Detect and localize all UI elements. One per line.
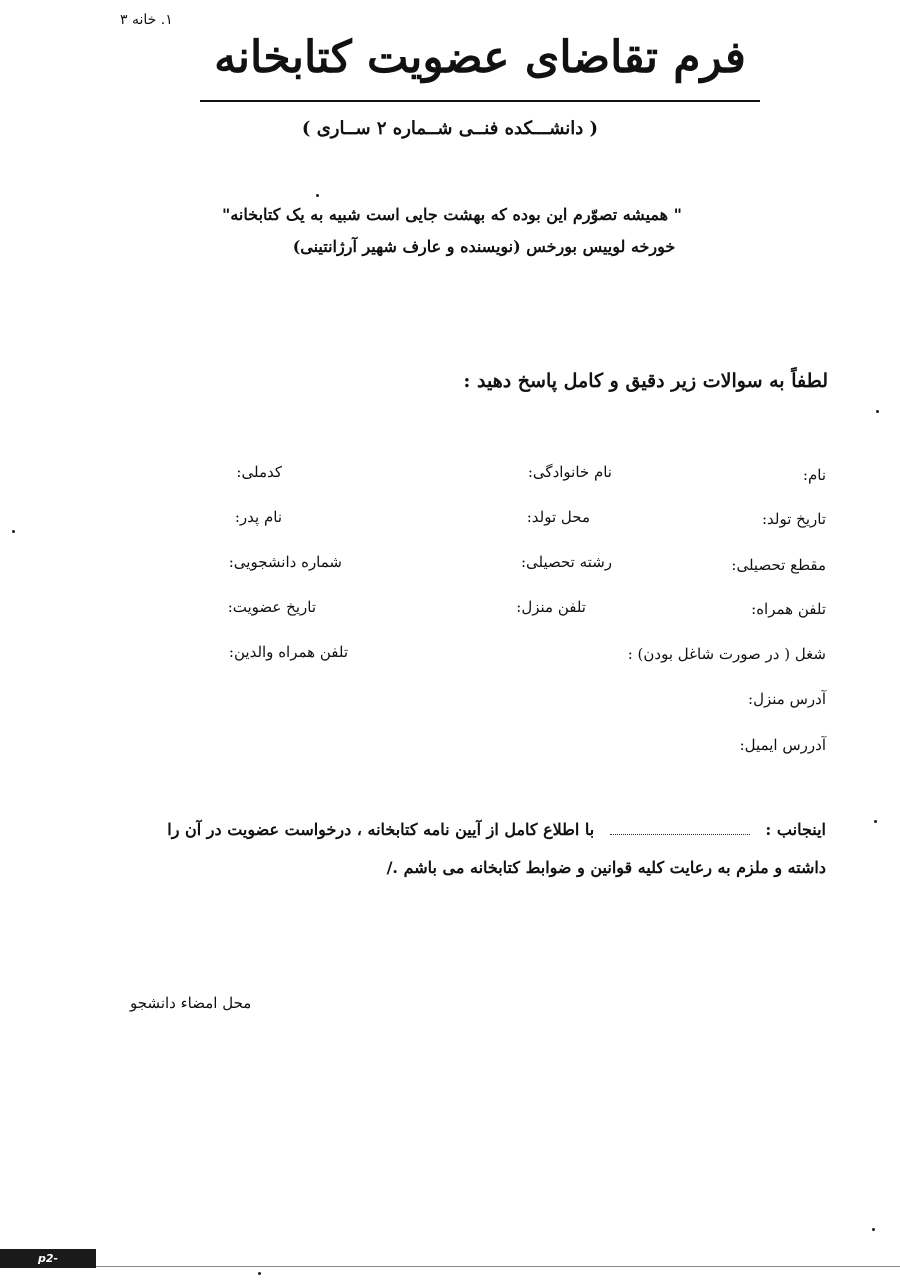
signature-label: محل امضاء دانشجو [130, 994, 252, 1012]
scan-speck [258, 1272, 261, 1275]
form-title-banner [196, 26, 764, 98]
family-name-field-label: نام خانوادگی: [527, 463, 612, 481]
home-phone-field-label: تلفن منزل: [516, 598, 586, 616]
student-number-field-label: شماره دانشجویی: [228, 553, 342, 571]
degree-field-label: مقطع تحصیلی: [731, 556, 826, 574]
name-fill-in-dots [610, 833, 750, 835]
membership-date-field-label: تاریخ عضویت: [227, 598, 316, 616]
quote-text: " همیشه تصوّرم این بوده که بهشت جایی است شبیه به یک کتابخانه" [222, 205, 682, 224]
scan-speck [316, 194, 319, 197]
scan-speck [12, 530, 15, 533]
scan-speck [872, 1228, 875, 1231]
home-address-field-label: آدرس منزل: [748, 690, 826, 708]
form-subtitle: ( دانشـــکده فنــی شــماره ۲ ســاری ) [301, 118, 599, 139]
declaration-line-2: داشته و ملزم به رعایت کلیه قوانین و ضوابط کتابخانه می باشم ./ [386, 858, 826, 877]
birth-date-field-label: تاریخ تولد: [761, 510, 826, 528]
job-field-label: شغل ( در صورت شاغل بودن) : [627, 645, 826, 663]
title-underline [200, 100, 760, 102]
form-title: فرم تقاضای عضویت کتابخانه [214, 32, 746, 83]
handwritten-note: ۱. خانه ۳ [120, 12, 173, 28]
national-code-field-label: کدملی: [236, 463, 282, 481]
quote-author: خورخه لوییس بورخس (نویسنده و عارف شهیر آرژانتینی) [292, 237, 676, 256]
footer-divider [96, 1266, 900, 1267]
footer-url-badge: p2-sari.tvu.ac.ir [0, 1249, 96, 1268]
email-address-field-label: آدررس ایمیل: [739, 736, 826, 754]
scan-speck [876, 410, 879, 413]
scan-speck [874, 820, 877, 823]
field-of-study-field-label: رشته تحصیلی: [520, 553, 612, 571]
name-field-label: نام: [802, 466, 826, 484]
birth-place-field-label: محل تولد: [526, 508, 590, 526]
mobile-field-label: تلفن همراه: [751, 600, 826, 618]
declaration-prefix: اینجانب : [765, 820, 826, 839]
declaration-text-1: با اطلاع کامل از آیین نامه کتابخانه ، درخواست عضویت در آن را [167, 820, 595, 839]
father-name-field-label: نام پدر: [234, 508, 282, 526]
declaration-line-1 [167, 820, 826, 839]
parents-mobile-field-label: تلفن همراه والدین: [228, 643, 348, 661]
instruction-heading: لطفاً به سوالات زیر دقیق و کامل پاسخ دهید : [463, 370, 828, 392]
